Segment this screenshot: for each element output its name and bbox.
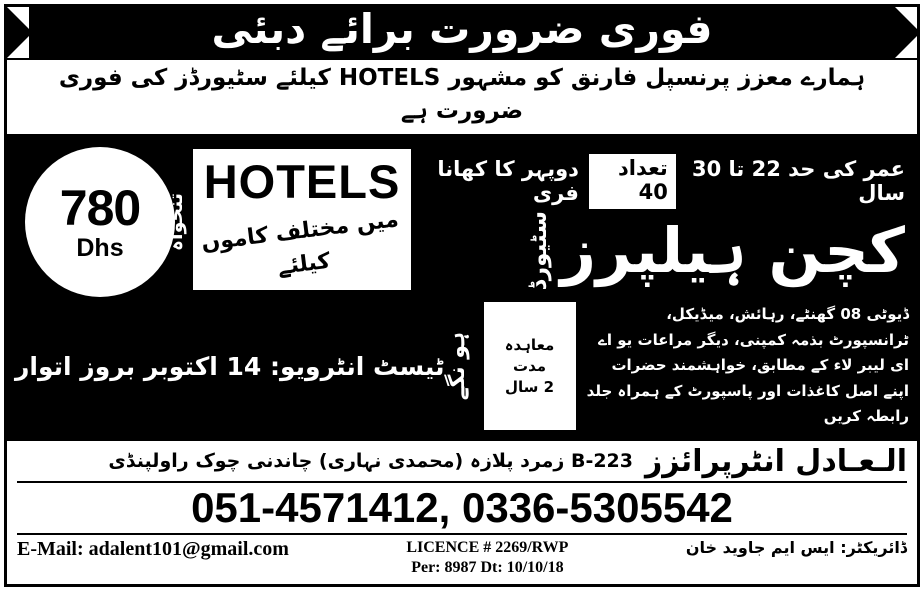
hotels-word: HOTELS <box>203 155 401 209</box>
salary-section <box>15 143 185 300</box>
footer-section <box>7 438 917 584</box>
header-banner <box>7 7 917 60</box>
company-row <box>17 445 907 483</box>
email-line[interactable] <box>17 538 289 561</box>
terms-text: ڈیوٹی 08 گھنٹے، رہائش، میڈیکل، ٹرانسپورٹ بذمہ کمپنی، دیگر مراعات یو اے ای لیبر لاء کے مطابق، خواہشمند حضرات اپنے اصل کاغذات اور پاسپورٹ کے ہمراہ جلد رابطہ کریں <box>586 305 909 426</box>
hotels-subtext: میں مختلف کاموں کیلئے <box>199 207 401 281</box>
salary-label: تنخواہ <box>165 192 187 251</box>
job-title-row <box>419 211 905 290</box>
corner-notch-bottom-right-icon <box>895 36 917 58</box>
director-name: ایس ایم جاوید خان <box>685 538 835 557</box>
corner-notch-top-left-icon <box>7 7 29 29</box>
hotels-box <box>193 149 411 290</box>
email-address[interactable]: adalent101@gmail.com <box>88 538 289 560</box>
corner-notch-bottom-left-icon <box>7 36 29 58</box>
job-title-primary: کچن ہیلپرز <box>560 213 905 287</box>
director-label: ڈائریکٹر: <box>840 538 907 557</box>
free-lunch-chip: دوپہر کا کھانا فری <box>437 157 579 206</box>
subheadline-strip <box>7 60 917 137</box>
company-name: الـعـادل انٹرپرائزز <box>645 443 907 479</box>
flyer-border <box>4 4 920 587</box>
licence-info <box>299 538 676 578</box>
salary-currency: Dhs <box>76 233 124 262</box>
subheadline-text: ہمارے معزز پرنسپل فارنق کو مشہور HOTELS کیلئے سٹیورڈز کی فوری ضرورت ہے <box>58 64 866 125</box>
corner-notch-top-right-icon <box>895 7 917 29</box>
salary-amount: 780 <box>59 179 141 236</box>
company-address: B-223 زمرد پلازہ (محمدی نہاری) چاندنی چوک راولپنڈی <box>108 450 633 473</box>
licence-permit: Per: 8987 Dt: 10/10/18 <box>411 559 564 576</box>
salary-badge <box>25 147 175 297</box>
main-body <box>7 137 917 438</box>
contract-value: 2 سال <box>504 377 555 396</box>
contract-label: معاہدہ مدت <box>504 335 555 375</box>
contract-duration-box <box>484 302 576 430</box>
headline: فوری ضرورت برائے دبئی <box>211 5 713 54</box>
interview-rotated-word: ہو نگے <box>444 331 470 401</box>
job-title-secondary: سٹیورڈ <box>526 210 553 290</box>
phone-numbers[interactable]: 051-4571412, 0336-5305542 <box>17 483 907 535</box>
job-meta-row <box>419 154 905 209</box>
positions-row <box>7 137 917 300</box>
footer-bottom-row <box>17 535 907 578</box>
interview-info <box>15 302 476 430</box>
count-chip: تعداد 40 <box>589 154 676 209</box>
licence-number: LICENCE # 2269/RWP <box>406 539 569 556</box>
age-chip: عمر کی حد 22 تا 30 سال <box>691 157 905 206</box>
details-row <box>7 300 917 438</box>
director-info <box>686 538 907 557</box>
interview-date-text: ٹیسٹ انٹرویو: 14 اکتوبر بروز اتوار <box>15 351 445 381</box>
job-titles-section <box>419 143 909 300</box>
email-label: E-Mail: <box>17 538 84 560</box>
